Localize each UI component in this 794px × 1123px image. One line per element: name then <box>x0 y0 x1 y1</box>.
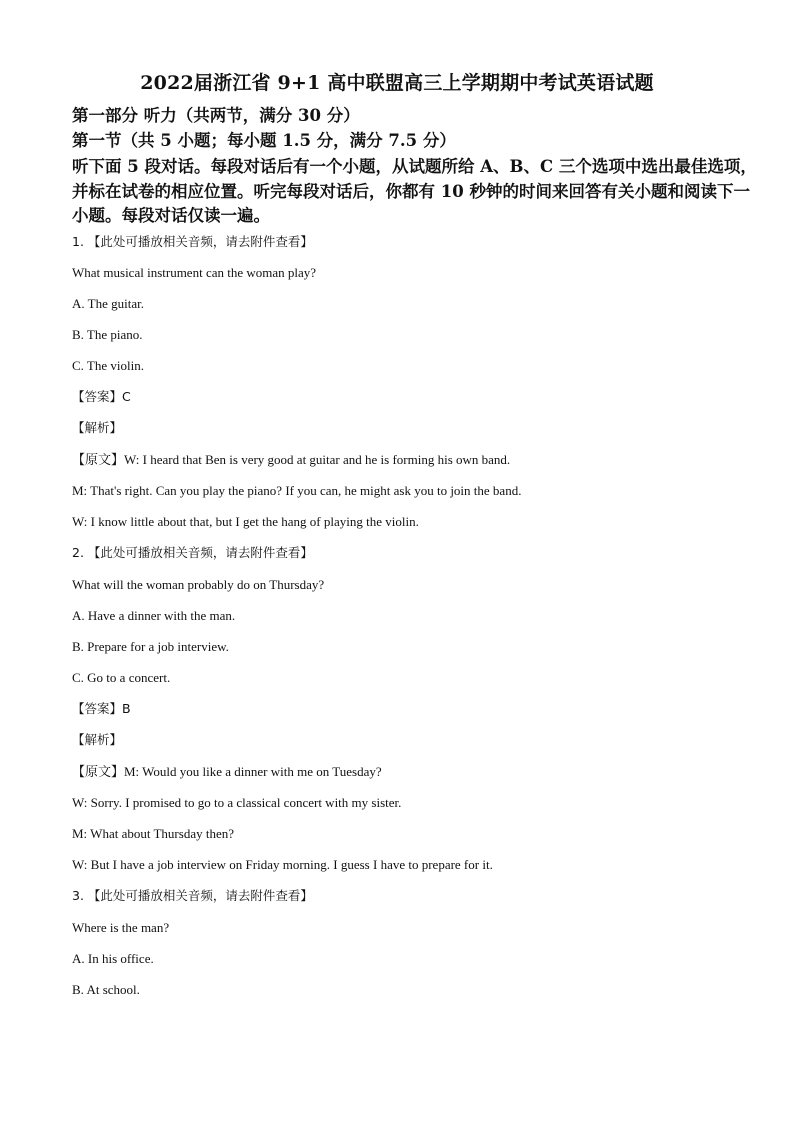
question-2-analysis: 【解析】 <box>72 732 123 747</box>
question-1-transcript-2: M: That's right. Can you play the piano? If you can, he might ask you to join the band. <box>72 483 522 498</box>
question-2-transcript-2: W: Sorry. I promised to go to a classical concert with my sister. <box>72 795 402 810</box>
question-2-stem: What will the woman probably do on Thursday? <box>72 577 325 592</box>
question-2-answer: 【答案】B <box>72 701 131 716</box>
instruction-line: 小题。每段对话仅读一遍。 <box>72 206 270 225</box>
question-3-option-b: B. At school. <box>72 982 140 997</box>
instructions <box>72 155 757 229</box>
question-1-stem: What musical instrument can the woman play? <box>72 265 317 280</box>
question-2-transcript-3: M: What about Thursday then? <box>72 826 234 841</box>
question-1-option-a: A. The guitar. <box>72 296 144 311</box>
question-3-audio[interactable]: 3. 【此处可播放相关音频，请去附件查看】 <box>72 888 313 903</box>
instruction-line: 听下面 5 段对话。每段对话后有一个小题，从试题所给 A、B、C 三个选项中选出最佳选项， <box>72 157 757 176</box>
question-1-analysis: 【解析】 <box>72 420 123 435</box>
question-2-transcript-4: W: But I have a job interview on Friday morning. I guess I have to prepare for it. <box>72 857 493 872</box>
question-1-transcript-3: W: I know little about that, but I get the hang of playing the violin. <box>72 514 419 529</box>
part-heading: 第一部分 听力（共两节，满分 30 分） <box>72 106 360 125</box>
question-1-audio[interactable]: 1. 【此处可播放相关音频，请去附件查看】 <box>72 234 313 249</box>
instruction-line: 并标在试卷的相应位置。听完每段对话后，你都有 10 秒钟的时间来回答有关小题和阅读下一 <box>72 181 750 201</box>
question-2-audio[interactable]: 2. 【此处可播放相关音频，请去附件查看】 <box>72 545 313 560</box>
question-1-option-b: B. The piano. <box>72 327 143 342</box>
question-1-transcript-1: 【原文】W: I heard that Ben is very good at guitar and he is forming his own band. <box>72 452 511 467</box>
question-3-stem: Where is the man? <box>72 920 170 935</box>
question-2-option-a: A. Have a dinner with the man. <box>72 608 236 623</box>
section-heading: 第一节（共 5 小题；每小题 1.5 分，满分 7.5 分） <box>72 131 456 150</box>
question-1-answer: 【答案】C <box>72 389 131 404</box>
question-1-option-c: C. The violin. <box>72 358 144 373</box>
question-2-transcript-1: 【原文】M: Would you like a dinner with me on Tuesday? <box>72 764 382 779</box>
document-title: 2022届浙江省 9+1 高中联盟高三上学期期中考试英语试题 <box>140 72 654 94</box>
question-2-option-b: B. Prepare for a job interview. <box>72 639 229 654</box>
question-3-option-a: A. In his office. <box>72 951 154 966</box>
question-2-option-c: C. Go to a concert. <box>72 670 171 685</box>
